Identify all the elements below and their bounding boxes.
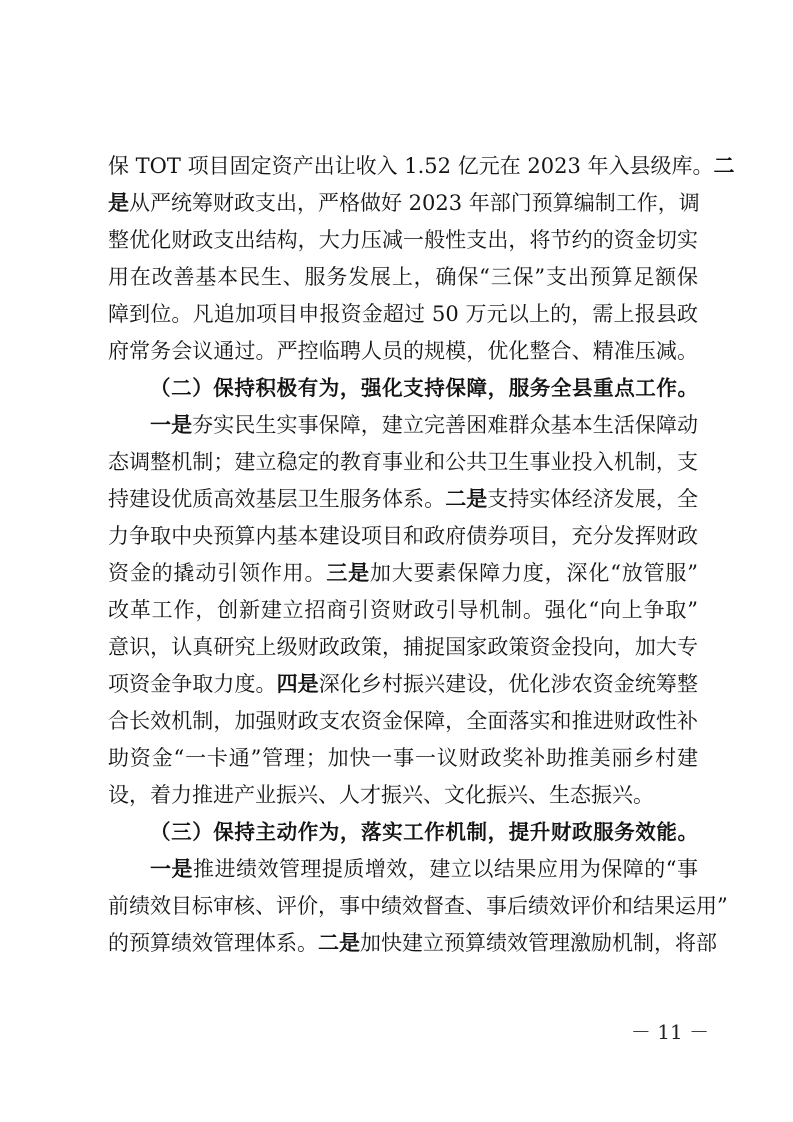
text-run: 持建设优质高效基层卫生服务体系。 [108, 487, 446, 511]
text-line: 设，着力推进产业振兴、人才振兴、文化振兴、生态振兴。 [108, 783, 654, 807]
text-run: 项资金争取力度。 [108, 672, 277, 696]
text-run: 夯实民生实事保障，建立完善困难群众基本生活保障动 [192, 413, 699, 437]
text-run: 保 TOT 项目固定资产出让收入 1.52 亿元在 2023 年入县级库。 [108, 154, 714, 178]
text-line [108, 148, 735, 185]
text-run: 推进绩效管理提质增效，建立以结果应用为保障的“事 [192, 857, 699, 881]
text-line [108, 925, 717, 962]
bold-run: 二是 [445, 487, 488, 511]
bold-run: 三是 [326, 561, 371, 585]
bold-run: 二 [713, 154, 735, 178]
text-line: 整优化财政支出结构，大力压减一般性支出，将节约的资金切实 [108, 228, 698, 252]
bold-run: 一是 [150, 857, 193, 881]
text-line [108, 555, 698, 592]
text-run: 加大要素保障力度，深化“放管服” [370, 561, 698, 585]
text-line: 助资金“一卡通”管理；加快一事一议财政奖补助推美丽乡村建 [108, 746, 698, 770]
text-run: 的预算绩效管理体系。 [108, 931, 318, 955]
bold-run: 一是 [150, 413, 193, 437]
text-run: 资金的撬动引领作用。 [108, 561, 327, 585]
text-run: 加快建立预算绩效管理激励机制，将部 [360, 931, 717, 955]
bold-run: 二是 [318, 931, 360, 955]
text-line: 改革工作，创新建立招商引资财政引导机制。强化“向上争取” [108, 598, 698, 622]
text-line: 态调整机制；建立稳定的教育事业和公共卫生事业投入机制，支 [108, 450, 698, 474]
bold-run: 是 [108, 191, 129, 215]
section-heading: （二）保持积极有为，强化支持保障，服务全县重点工作。 [150, 376, 698, 400]
text-line [108, 851, 698, 888]
bold-run: 四是 [276, 672, 319, 696]
page-number: － 11 － [630, 1020, 710, 1044]
text-line: 意识，认真研究上级财政政策，捕捉国家政策资金投向，加大专 [108, 635, 698, 659]
text-run: 深化乡村振兴建设，优化涉农资金统筹整 [318, 672, 699, 696]
section-heading: （三）保持主动作为，落实工作机制，提升财政服务效能。 [150, 820, 698, 844]
text-line: 府常务会议通过。严控临聘人员的规模，优化整合、精准压减。 [108, 339, 698, 363]
text-line: 前绩效目标审核、评价，事中绩效督查、事后绩效评价和结果运用” [108, 894, 728, 918]
text-line [108, 407, 698, 444]
text-line: 障到位。凡追加项目申报资金超过 50 万元以上的，需上报县政 [108, 302, 698, 326]
text-line [108, 185, 698, 222]
text-line: 力争取中央预算内基本建设项目和政府债券项目，充分发挥财政 [108, 524, 698, 548]
text-run: 从严统筹财政支出，严格做好 2023 年部门预算编制工作，调 [129, 191, 700, 215]
document-body [108, 148, 735, 962]
text-line: 用在改善基本民生、服务发展上，确保“三保”支出预算足额保 [108, 265, 698, 289]
text-run: 支持实体经济发展，全 [487, 487, 699, 511]
text-line: 合长效机制，加强财政支农资金保障，全面落实和推进财政性补 [108, 709, 698, 733]
text-line [108, 481, 698, 518]
text-line [108, 666, 698, 703]
